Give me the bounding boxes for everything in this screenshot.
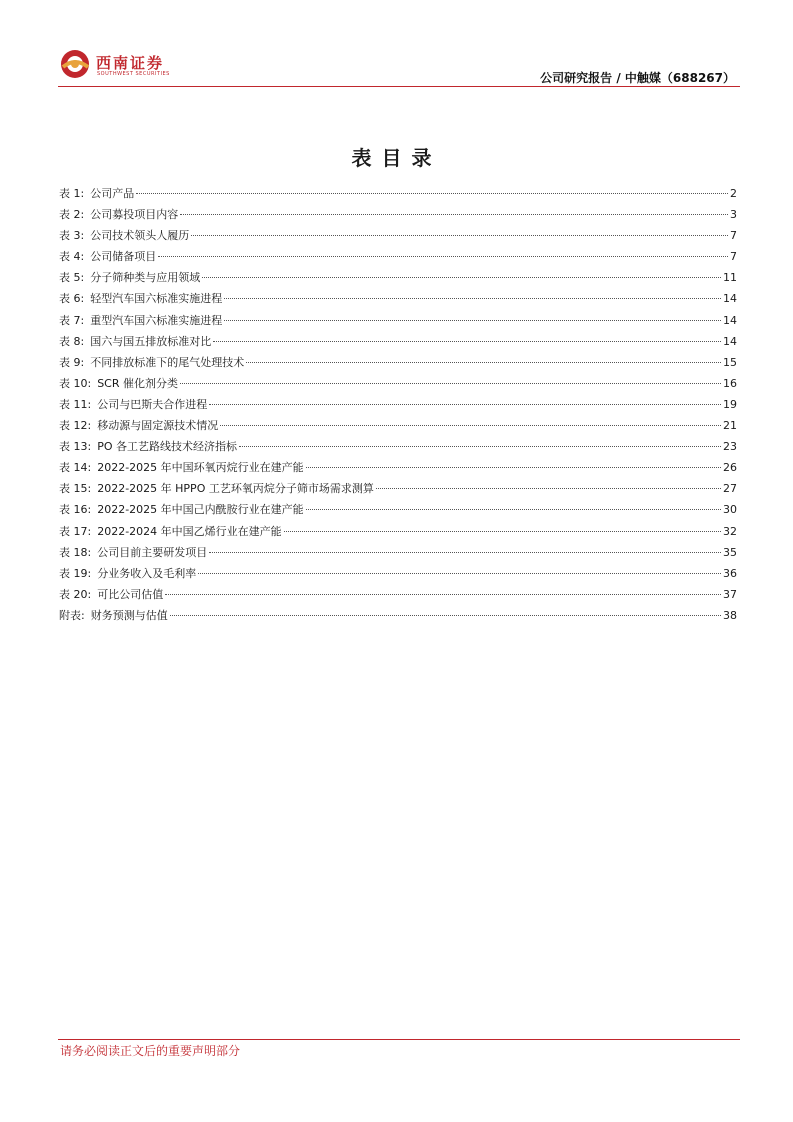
brand-name-cn: 西南证券 [96,54,165,72]
toc-entry-page: 14 [723,334,737,348]
toc-leader-dots [165,593,721,595]
toc-entry-page: 37 [723,587,737,601]
toc-entry-page: 21 [723,419,737,433]
toc-entry-label: 国六与国五排放标准对比 [90,334,212,348]
toc-entry-number: 表 15: [59,482,92,496]
toc-entry-number: 表 12: [59,419,92,433]
toc-entry-label: 2022-2025 年中国环氧丙烷行业在建产能 [97,461,304,475]
toc-entry-number: 表 19: [59,566,92,580]
toc-entry[interactable] [59,396,737,417]
toc-entry[interactable] [59,227,737,248]
toc-entry-number: 表 1: [59,187,85,200]
toc-entry[interactable] [59,248,737,269]
toc-entry-page: 32 [723,524,737,538]
toc-entry-page: 35 [723,545,737,559]
toc-leader-dots [306,508,721,510]
toc-entry-number: 表 3: [59,229,85,243]
toc-entry-number: 表 17: [59,524,92,538]
company-logo-icon [58,47,98,81]
toc-entry[interactable] [59,544,737,565]
brand-name-en: SOUTHWEST SECURITIES [97,71,170,77]
toc-entry-page: 16 [723,376,737,390]
toc-leader-dots [191,234,728,236]
toc-entry-page: 7 [730,229,737,243]
toc-entry-number: 表 10: [59,376,92,390]
toc-entry-number: 表 11: [59,397,92,411]
page-title: 表目录 [351,146,442,170]
toc-entry-number: 表 13: [59,440,92,454]
toc-entry-label: 2022-2025 年中国己内酰胺行业在建产能 [97,503,304,517]
toc-entry[interactable] [59,501,737,522]
toc-entry-label: PO 各工艺路线技术经济指标 [97,440,237,454]
toc-entry-number: 表 2: [59,208,85,222]
footer-disclaimer: 请务必阅读正文后的重要声明部分 [60,1044,241,1058]
toc-leader-dots [220,424,721,426]
toc-entry[interactable] [59,607,737,628]
toc-entry-label: 2022-2025 年 HPPO 工艺环氧丙烷分子筛市场需求测算 [97,482,374,496]
toc-entry[interactable] [59,565,737,586]
toc-entry-label: 财务预测与估值 [90,608,168,622]
toc-entry-page: 36 [723,566,737,580]
toc-entry-page: 7 [730,250,737,264]
toc-leader-dots [209,403,721,405]
toc-entry-label: 公司募投项目内容 [90,208,179,222]
toc-leader-dots [198,572,721,574]
toc-entry-label: 公司技术领头人履历 [90,229,190,243]
toc-leader-dots [239,445,721,447]
toc-leader-dots [180,213,728,215]
report-label: 公司研究报告 / 中触媒（688267） [540,71,735,85]
toc-entry-label: 分子筛种类与应用领域 [90,271,201,285]
toc-entry-page: 15 [723,355,737,369]
toc-entry-label: 公司产品 [90,187,135,200]
toc-entry-number: 表 4: [59,250,85,264]
toc-entry-number: 表 7: [59,313,85,327]
toc-leader-dots [136,192,728,194]
toc-entry-label: 不同排放标准下的尾气处理技术 [90,355,245,369]
toc-entry[interactable] [59,523,737,544]
toc-entry-label: 公司储备项目 [90,250,157,264]
toc-entry-page: 38 [723,608,737,622]
toc-entry-page: 2 [730,187,737,200]
toc-entry[interactable] [59,586,737,607]
toc-entry[interactable] [59,417,737,438]
toc-leader-dots [158,255,728,257]
toc-leader-dots [170,614,721,616]
toc-entry-page: 19 [723,397,737,411]
toc-entry-label: 移动源与固定源技术情况 [97,419,219,433]
toc-entry[interactable] [59,185,737,206]
toc-entry[interactable] [59,290,737,311]
toc-leader-dots [376,487,721,489]
table-of-contents [59,185,737,628]
toc-entry[interactable] [59,333,737,354]
toc-entry-number: 表 8: [59,334,85,348]
toc-entry-page: 3 [730,208,737,222]
toc-entry-label: 分业务收入及毛利率 [97,566,197,580]
toc-entry-page: 27 [723,482,737,496]
toc-entry[interactable] [59,312,737,333]
toc-entry-number: 表 18: [59,545,92,559]
toc-entry-label: 可比公司估值 [97,587,164,601]
toc-entry-number: 表 9: [59,355,85,369]
toc-entry[interactable] [59,354,737,375]
toc-entry-number: 表 5: [59,271,85,285]
toc-entry-page: 23 [723,440,737,454]
toc-leader-dots [224,297,721,299]
toc-leader-dots [213,340,721,342]
toc-entry-label: 2022-2024 年中国乙烯行业在建产能 [97,524,282,538]
toc-entry[interactable] [59,269,737,290]
toc-leader-dots [180,382,721,384]
toc-entry-label: SCR 催化剂分类 [97,376,179,390]
toc-entry-number: 表 6: [59,292,85,306]
toc-entry-label: 轻型汽车国六标准实施进程 [90,292,223,306]
header-divider [58,86,740,87]
footer-divider [58,1039,740,1040]
page-header [0,0,793,90]
toc-leader-dots [209,551,721,553]
toc-entry[interactable] [59,375,737,396]
toc-entry[interactable] [59,206,737,227]
toc-leader-dots [246,361,721,363]
toc-entry-number: 表 16: [59,503,92,517]
toc-entry-number: 表 14: [59,461,92,475]
toc-entry-page: 30 [723,503,737,517]
toc-entry[interactable] [59,438,737,459]
toc-entry-label: 重型汽车国六标准实施进程 [90,313,223,327]
toc-entry-page: 14 [723,292,737,306]
toc-leader-dots [284,530,721,532]
toc-entry[interactable] [59,480,737,501]
toc-entry-label: 公司与巴斯夫合作进程 [97,397,208,411]
toc-leader-dots [202,276,721,278]
toc-entry-number: 表 20: [59,587,92,601]
toc-entry-label: 公司目前主要研发项目 [97,545,208,559]
toc-leader-dots [224,319,721,321]
toc-entry-number: 附表: [59,608,85,622]
toc-entry-page: 26 [723,461,737,475]
toc-entry-page: 11 [723,271,737,285]
toc-entry[interactable] [59,459,737,480]
toc-entry-page: 14 [723,313,737,327]
toc-leader-dots [306,466,721,468]
